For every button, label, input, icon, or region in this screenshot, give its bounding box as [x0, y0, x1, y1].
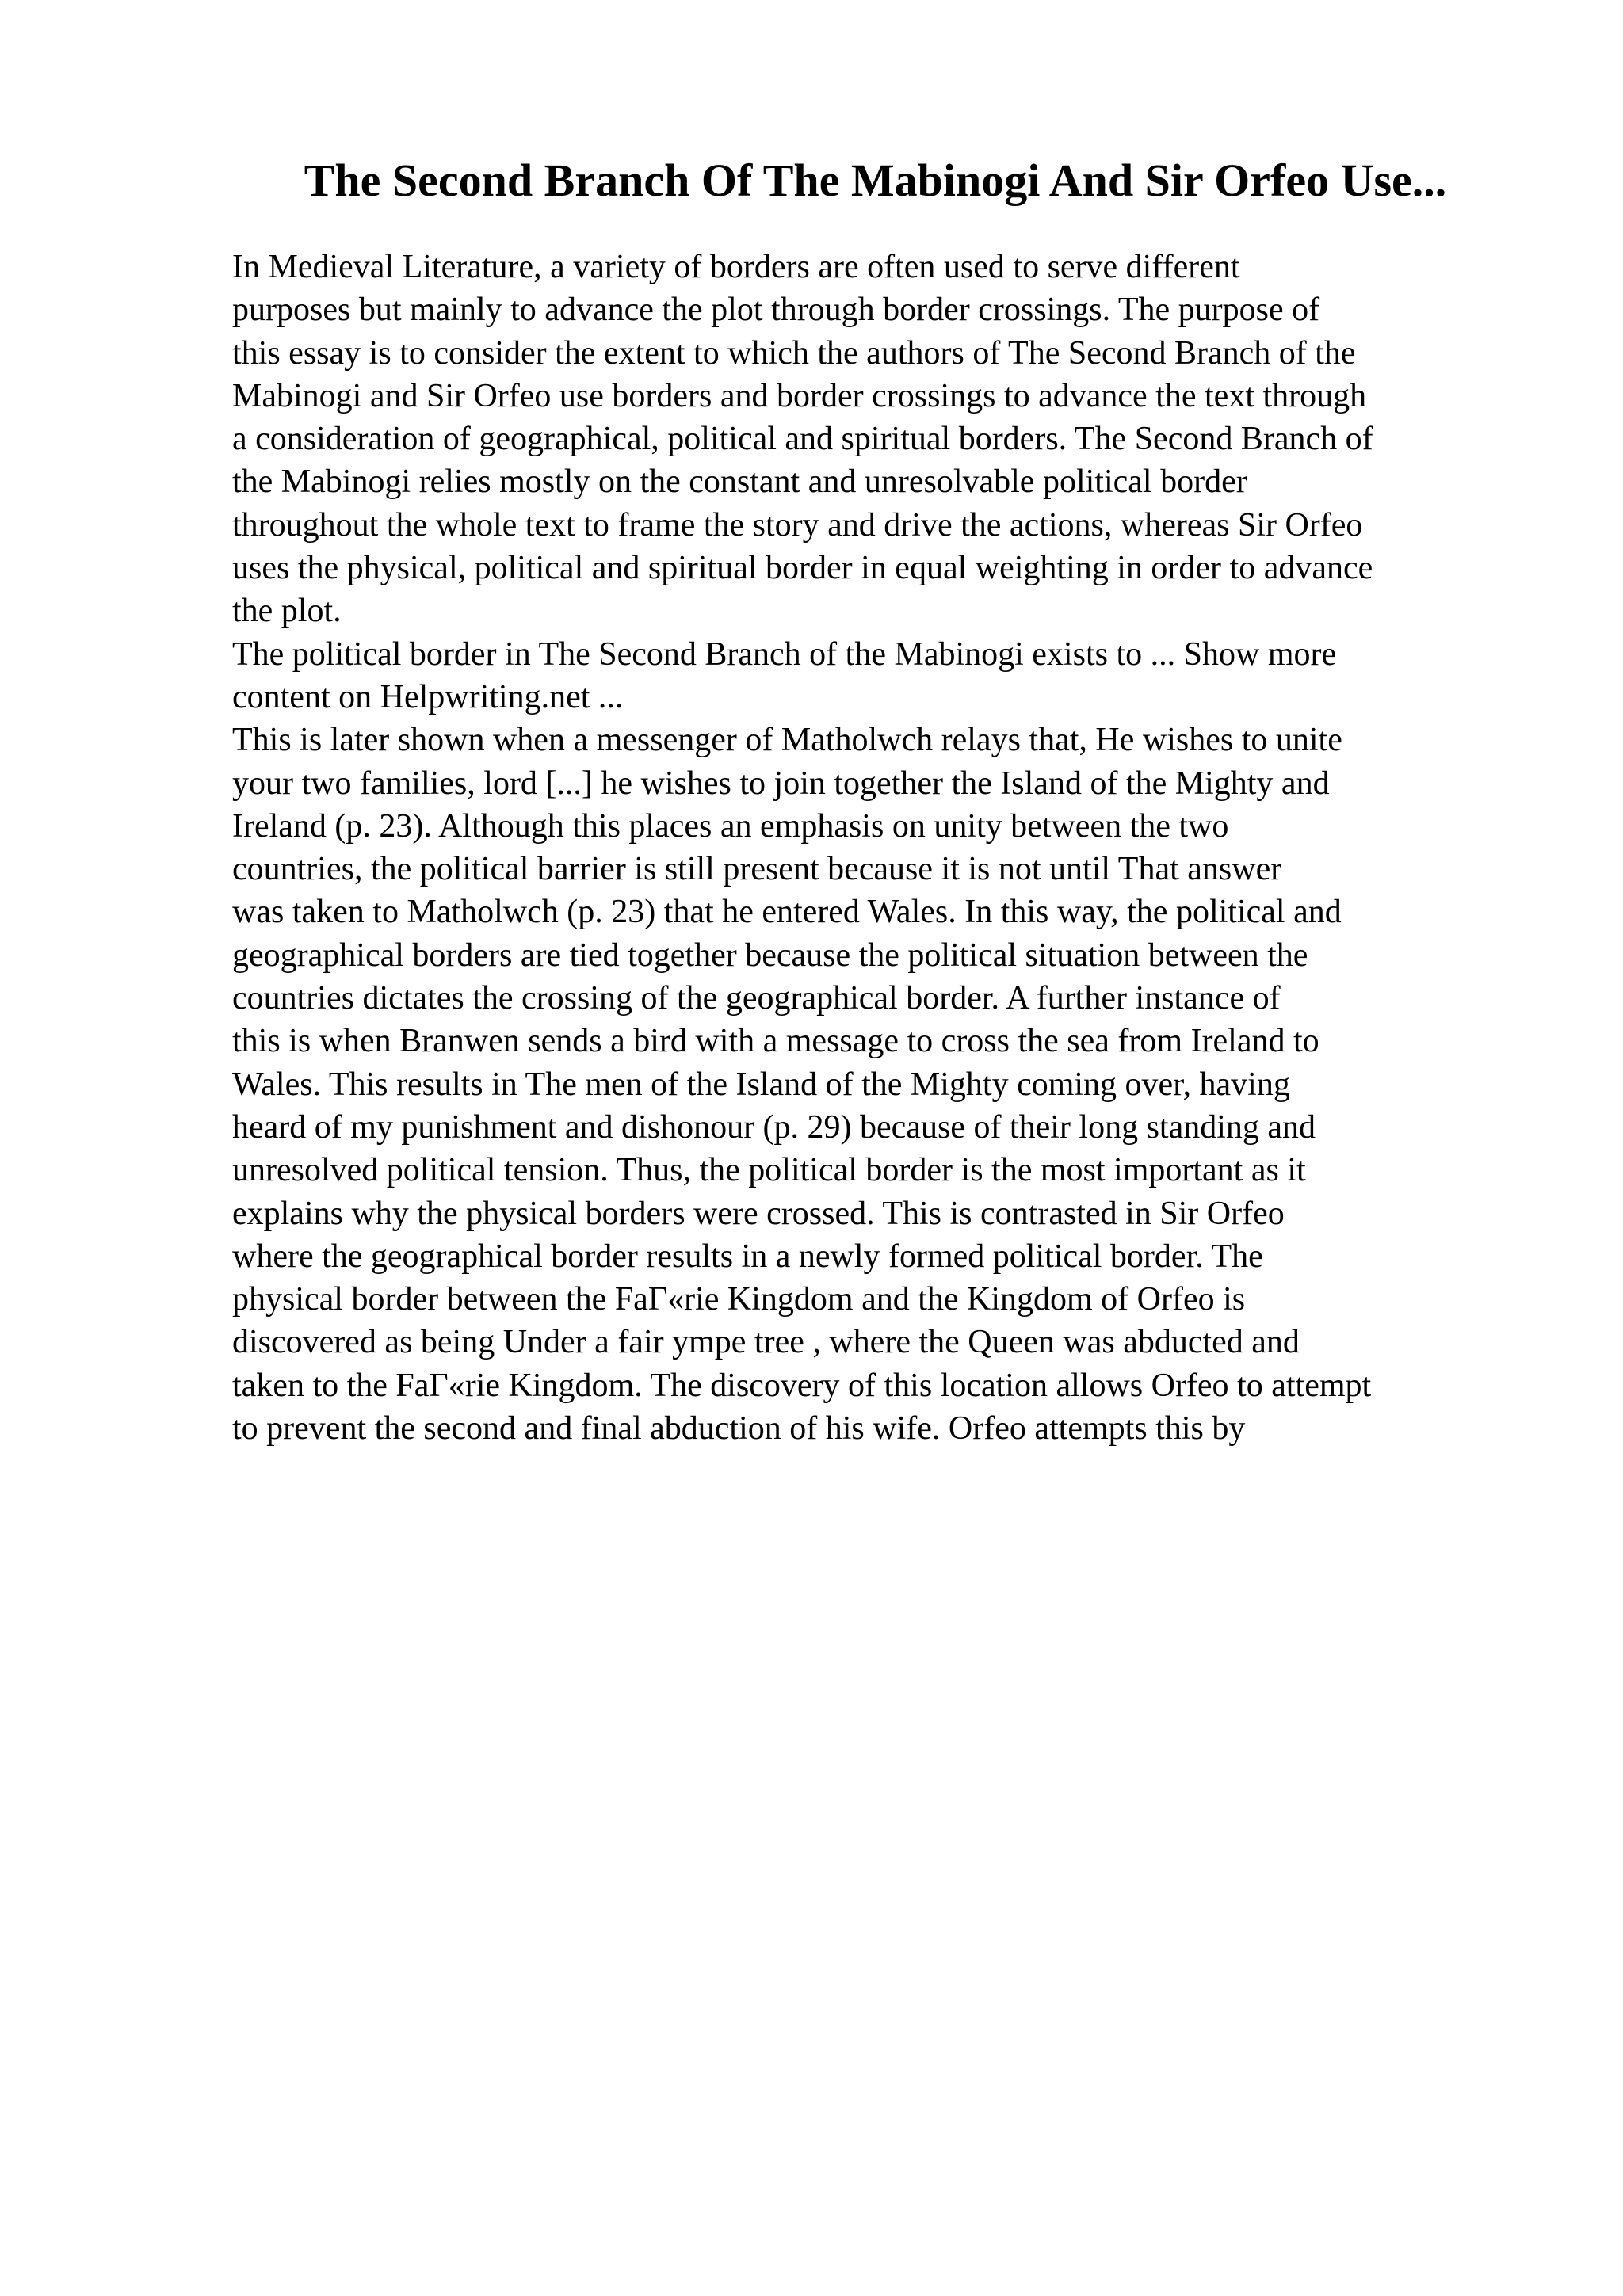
text-line: where the geographical border results in a newly formed political border. The	[232, 1238, 1263, 1275]
text-line: explains why the physical borders were crossed. This is contrasted in Sir Orfeo	[232, 1195, 1285, 1232]
document-body	[232, 246, 1532, 1450]
text-line: purposes but mainly to advance the plot through border crossings. The purpose of	[232, 292, 1320, 329]
text-line: taken to the FaΓ«rie Kingdom. The discovery of this location allows Orfeo to attempt	[232, 1367, 1372, 1404]
text-line: geographical borders are tied together because the political situation between the	[232, 936, 1308, 974]
text-line: The political border in The Second Branch of the Mabinogi exists to ... Show more	[232, 635, 1337, 673]
text-line: countries dictates the crossing of the geographical border. A further instance of	[232, 980, 1281, 1017]
text-line: this essay is to consider the extent to which the authors of The Second Branch of the	[232, 334, 1356, 372]
text-line: this is when Branwen sends a bird with a message to cross the sea from Ireland to	[232, 1023, 1319, 1060]
text-line: content on Helpwriting.net ...	[232, 678, 624, 715]
text-line: physical border between the FaΓ«rie Kingdom and the Kingdom of Orfeo is	[232, 1281, 1246, 1318]
text-line: Ireland (p. 23). Although this places an emphasis on unity between the two	[232, 807, 1229, 845]
text-line: countries, the political barrier is still present because it is not until That answer	[232, 851, 1282, 888]
text-line: the Mabinogi relies mostly on the constant and unresolvable political border	[232, 463, 1247, 501]
document-title: The Second Branch Of The Mabinogi And Sir Orfeo Use...	[304, 154, 1447, 206]
text-line: to prevent the second and final abduction of his wife. Orfeo attempts this by	[232, 1410, 1246, 1447]
text-line: the plot.	[232, 593, 342, 630]
text-line: uses the physical, political and spiritual border in equal weighting in order to advance	[232, 550, 1373, 587]
text-line: unresolved political tension. Thus, the political border is the most important as it	[232, 1152, 1306, 1189]
text-line: Mabinogi and Sir Orfeo use borders and border crossings to advance the text through	[232, 377, 1367, 414]
text-line: was taken to Matholwch (p. 23) that he entered Wales. In this way, the political and	[232, 894, 1342, 931]
text-line: throughout the whole text to frame the story and drive the actions, whereas Sir Orfeo	[232, 506, 1363, 543]
text-line: In Medieval Literature, a variety of borders are often used to serve different	[232, 249, 1240, 285]
text-line: heard of my punishment and dishonour (p. 29) because of their long standing and	[232, 1108, 1316, 1146]
text-line: Wales. This results in The men of the Island of the Mighty coming over, having	[232, 1066, 1290, 1103]
text-line: This is later shown when a messenger of Matholwch relays that, He wishes to unite	[232, 722, 1342, 759]
text-line: a consideration of geographical, political and spiritual borders. The Second Branch of	[232, 421, 1373, 458]
text-line: your two families, lord [...] he wishes to join together the Island of the Mighty and	[232, 765, 1330, 802]
text-line: discovered as being Under a fair ympe tree , where the Queen was abducted and	[232, 1324, 1300, 1361]
